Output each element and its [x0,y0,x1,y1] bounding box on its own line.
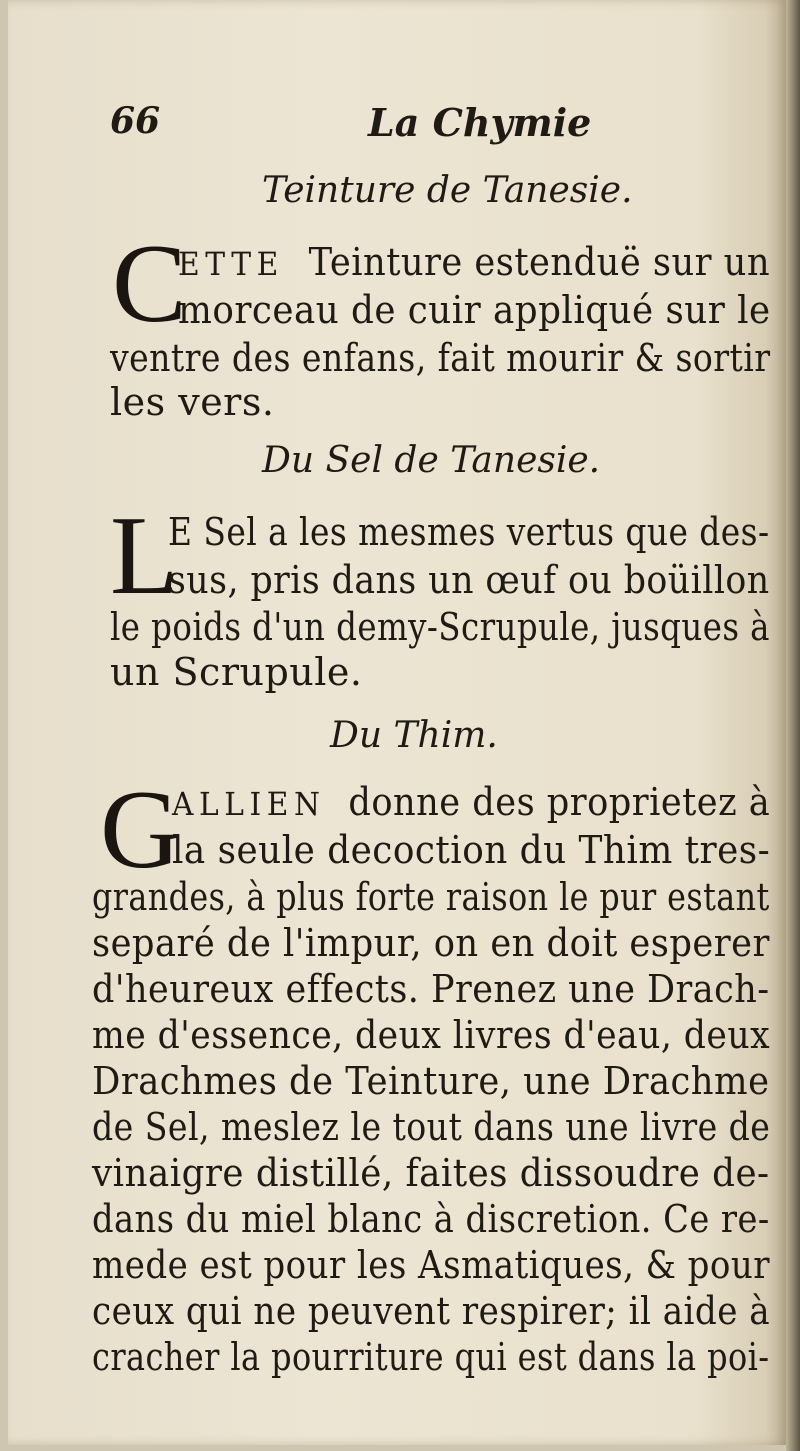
text-line: vinaigre distillé, faites dissoudre de- [92,1151,770,1195]
first-word: ALLIEN [172,785,326,823]
text-line: de Sel, meslez le tout dans une livre de [92,1105,771,1149]
text-line-content: donne des proprietez à [348,780,771,824]
text-line: un Scrupule. [110,650,363,694]
text-line: le poids d'un demy-Scrupule, jusques à [110,605,770,649]
running-title: La Chymie [368,100,592,145]
text-line [172,780,770,826]
section-heading-teinture: Teinture de Tanesie. [262,170,633,211]
text-line-content: Teinture estenduë sur un [308,240,771,284]
text-line [178,240,770,286]
text-line: Drachmes de Teinture, une Drachme [92,1059,770,1103]
section-heading-sel: Du Sel de Tanesie. [262,440,601,481]
text-line: E Sel a les mesmes vertus que des- [168,510,770,554]
text-line: cracher la pourriture qui est dans la poi- [92,1335,770,1379]
text-line: la seule decoction du Thim tres- [172,828,771,872]
page-number: 66 [110,100,161,142]
dropcap-c: C [112,222,187,346]
text-line: ceux qui ne peuvent respirer; il aide à [92,1289,771,1333]
text-line: d'heureux effects. Prenez une Drach- [92,967,770,1011]
text-line: morceau de cuir appliqué sur le [178,288,771,332]
dropcap-g: G [100,768,181,892]
text-line: sus, pris dans un œuf ou boüillon [168,558,770,602]
first-word: ETTE [178,245,284,283]
page-edge [786,0,800,1451]
dropcap-l: L [110,494,179,618]
text-line: dans du miel blanc à discretion. Ce re- [92,1197,770,1241]
section-heading-thim: Du Thim. [330,715,498,756]
text-line: mede est pour les Asmatiques, & pour [92,1243,770,1287]
text-line: les vers. [110,380,275,424]
text-line: ventre des enfans, fait mourir & sortir [110,336,771,380]
text-line: separé de l'impur, on en doit esperer [92,921,770,965]
text-line: grandes, à plus forte raison le pur estant [92,875,770,919]
text-line: me d'essence, deux livres d'eau, deux [92,1013,771,1057]
